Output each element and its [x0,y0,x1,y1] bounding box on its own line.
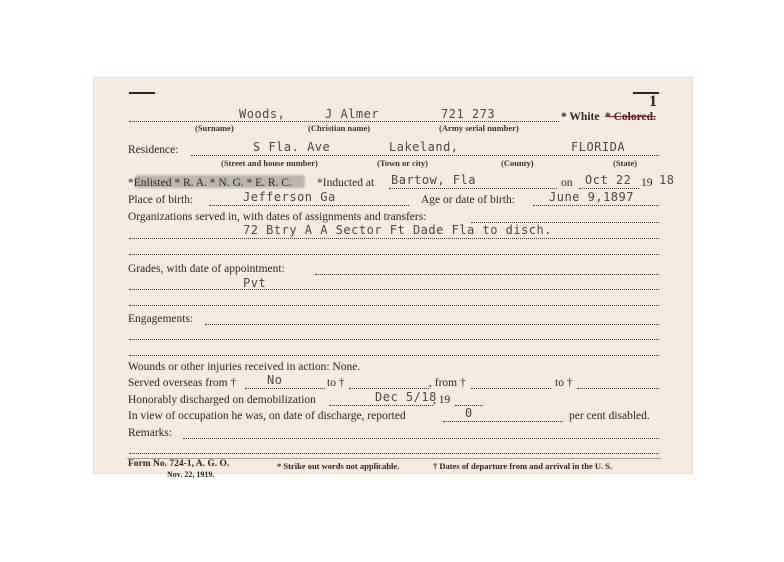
organizations-line-3 [129,254,659,255]
footnote-strike: * Strike out words not applicable. [277,461,400,471]
organizations-line-2 [129,238,659,239]
percent-label: per cent disabled. [569,410,650,422]
footnote-dates: † Dates of departure from and arrival in the U. S. [433,461,613,471]
engagements-label: Engagements: [128,313,194,325]
grades-line-3 [129,305,659,306]
serial-number-value: 721 273 [441,107,496,121]
percent-line [443,421,563,422]
state-caption: (State) [613,158,638,168]
serial-caption: (Army serial number) [439,123,519,133]
discharged-date-value: Dec 5/18 [375,390,437,404]
form-date: Nov. 22, 1919. [167,470,215,479]
service-record-card [93,77,693,479]
christian-name-value: J Almer [325,107,380,121]
remarks-line-1 [183,438,659,439]
organizations-label: Organizations served in, with dates of assignments and transfers: [128,211,427,223]
surname-caption: (Surname) [195,123,234,133]
christian-name-caption: (Christian name) [308,123,371,133]
discharged-label: Honorably discharged on demobilization [128,394,316,406]
race-colored-label: * Colored. [605,111,656,123]
grades-label: Grades, with date of appointment: [128,263,285,275]
inducted-date-value: Oct 22 [585,173,632,187]
card-number: 1 [649,93,657,110]
remarks-line-2 [129,453,659,454]
grades-line-1 [315,274,659,275]
inducted-place-underline [389,188,557,189]
birthplace-label: Place of birth: [128,194,194,206]
inducted-date-line [579,188,639,189]
corner-mark-left [129,92,155,94]
grades-value: Pvt [243,276,267,290]
residence-state-value: FLORIDA [571,140,626,154]
surname-value: Woods, [239,107,286,121]
discharged-year-label: , 19 [433,394,451,406]
street-caption: (Street and house number) [221,158,318,168]
engagements-line-2 [129,339,659,340]
race-white-label: * White [561,111,600,123]
residence-street-value: S Fla. Ave [253,140,331,154]
overseas-to-line [349,388,429,389]
enlisted-label: *Enlisted * R. A. * N. G. * E. R. C. [128,177,292,189]
overseas-from-line [245,388,325,389]
year-prefix-label: 19 [641,177,653,189]
overseas-to-label: to † [327,377,345,389]
percent-value: 0 [465,406,473,420]
form-number: Form No. 724-1, A. G. O. [128,459,230,469]
name-line [129,121,559,122]
organizations-value: 72 Btry A A Sector Ft Dade Fla to disch. [243,223,552,237]
remarks-label: Remarks: [128,427,173,439]
birthdate-value: June 9,1897 [549,190,634,204]
wounds-label: Wounds or other injuries received in action: None. [128,361,361,373]
town-caption: (Town or city) [377,158,428,168]
birthdate-line [533,205,659,206]
residence-line [191,155,659,156]
overseas-to2-line [577,388,659,389]
residence-label: Residence: [128,144,179,156]
overseas-label: Served overseas from † [128,377,237,389]
birthplace-value: Jefferson Ga [243,190,336,204]
overseas-from-value: No [267,373,283,387]
residence-town-value: Lakeland, [389,140,459,154]
overseas-to2-label: to † [555,377,573,389]
birthdate-label: Age or date of birth: [421,194,515,206]
discharged-date-line [329,405,433,406]
birthplace-line [209,205,409,206]
engagements-line-1 [205,324,659,325]
overseas-from2-label: , from † [429,377,466,389]
county-caption: (County) [501,158,534,168]
inducted-year-value: 18 [659,173,675,187]
overseas-from2-line [471,388,551,389]
grades-line-2 [129,289,659,290]
engagements-line-3 [129,355,659,356]
occupation-label: In view of occupation he was, on date of discharge, reported [128,410,406,422]
on-label: on [561,177,573,189]
inducted-label: *Inducted at [317,177,375,189]
inducted-place-value: Bartow, Fla [391,173,476,187]
